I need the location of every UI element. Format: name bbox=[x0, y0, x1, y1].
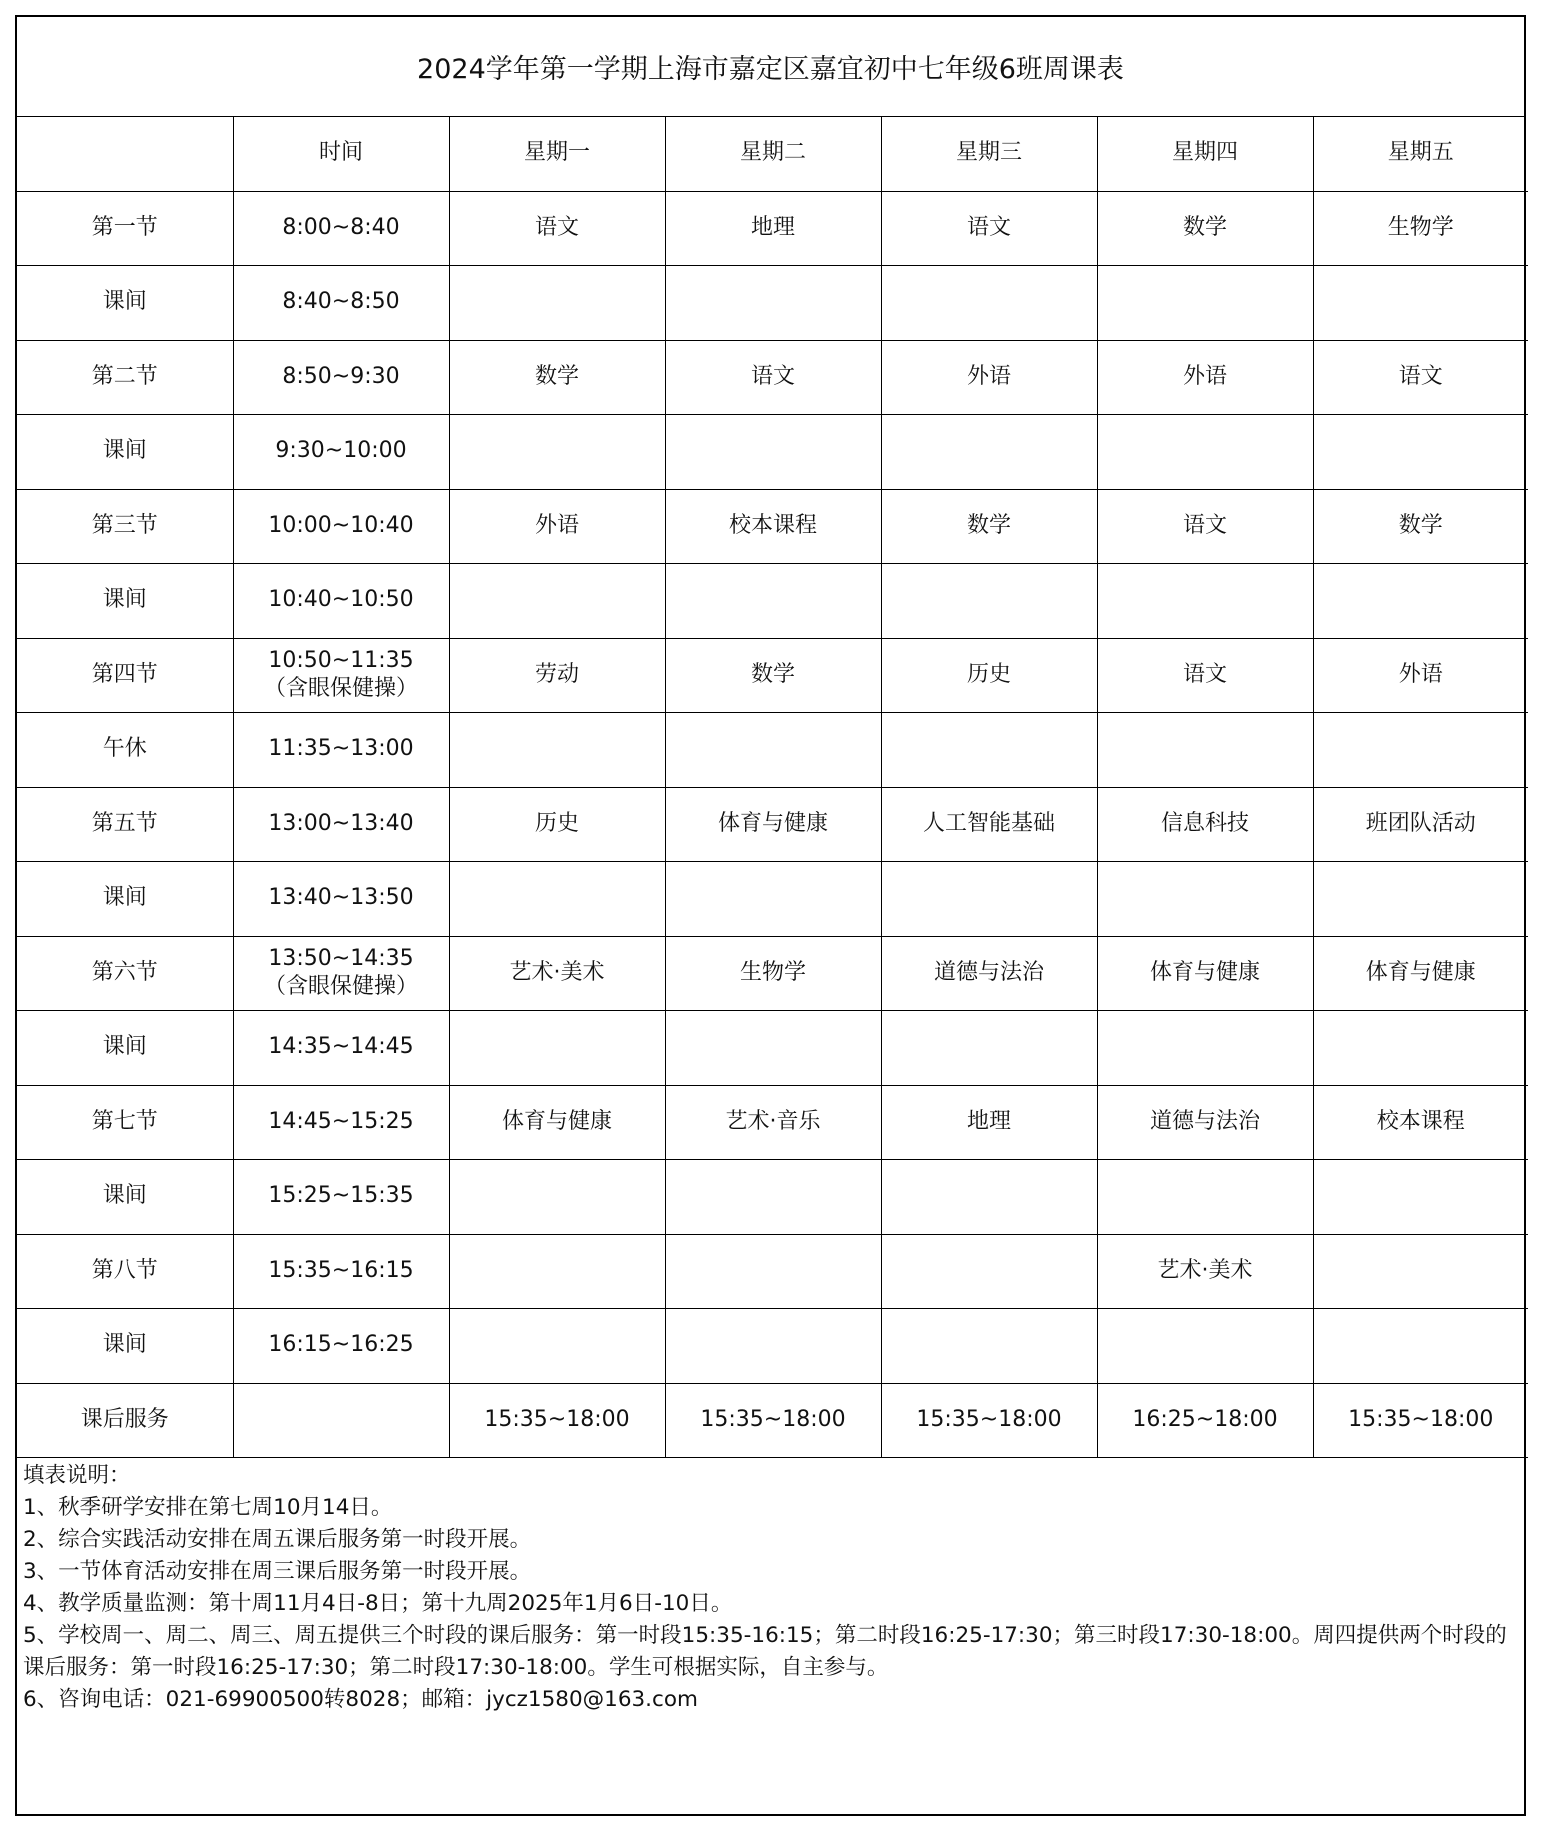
subject-cell: 外语 bbox=[1097, 340, 1313, 415]
table-row bbox=[17, 266, 1528, 341]
subject-cell bbox=[881, 415, 1097, 490]
subject-cell bbox=[449, 1011, 665, 1086]
period-cell: 午休 bbox=[17, 713, 233, 788]
table-row bbox=[17, 1309, 1528, 1384]
subject-cell bbox=[881, 1160, 1097, 1235]
period-cell: 课间 bbox=[17, 862, 233, 937]
subject-cell: 体育与健康 bbox=[449, 1085, 665, 1160]
subject-cell bbox=[1097, 713, 1313, 788]
subject-cell: 地理 bbox=[881, 1085, 1097, 1160]
note-item: 2、综合实践活动安排在周五课后服务第一时段开展。 bbox=[23, 1527, 532, 1552]
subject-cell: 外语 bbox=[449, 489, 665, 564]
subject-cell: 语文 bbox=[881, 191, 1097, 266]
time-cell bbox=[233, 787, 449, 862]
time-cell bbox=[233, 489, 449, 564]
notes-heading: 填表说明： bbox=[23, 1463, 131, 1488]
period-cell: 第六节 bbox=[17, 936, 233, 1011]
subject-cell bbox=[881, 1309, 1097, 1384]
subject-cell: 生物学 bbox=[1313, 191, 1528, 266]
time-cell bbox=[233, 936, 449, 1011]
header-cell-friday: 星期五 bbox=[1313, 117, 1528, 191]
subject-cell bbox=[665, 1309, 881, 1384]
header-cell-thursday: 星期四 bbox=[1097, 117, 1313, 191]
subject-cell bbox=[1313, 564, 1528, 639]
subject-cell: 体育与健康 bbox=[1097, 936, 1313, 1011]
time-cell bbox=[233, 1011, 449, 1086]
subject-cell: 信息科技 bbox=[1097, 787, 1313, 862]
note-item: 4、教学质量监测：第十周11月4日-8日；第十九周2025年1月6日-10日。 bbox=[23, 1591, 733, 1616]
time-cell bbox=[233, 1234, 449, 1309]
subject-cell bbox=[1313, 1011, 1528, 1086]
note-item: 3、一节体育活动安排在周三课后服务第一时段开展。 bbox=[23, 1559, 532, 1584]
subject-cell bbox=[881, 1011, 1097, 1086]
subject-cell bbox=[1097, 1160, 1313, 1235]
time-range: 13:50~14:35 bbox=[268, 945, 414, 971]
header-cell-time: 时间 bbox=[233, 117, 449, 191]
subject-cell bbox=[449, 1234, 665, 1309]
subject-cell bbox=[1313, 266, 1528, 341]
subject-cell: 15:35~18:00 bbox=[1313, 1383, 1528, 1458]
subject-cell bbox=[881, 1234, 1097, 1309]
subject-cell: 班团队活动 bbox=[1313, 787, 1528, 862]
time-range: 9:30~10:00 bbox=[275, 438, 407, 464]
subject-cell bbox=[449, 266, 665, 341]
subject-cell: 数学 bbox=[665, 638, 881, 713]
subject-cell bbox=[665, 862, 881, 937]
table-row bbox=[17, 1383, 1528, 1458]
subject-cell: 外语 bbox=[1313, 638, 1528, 713]
period-cell: 第五节 bbox=[17, 787, 233, 862]
note-item: 6、咨询电话：021-69900500转8028；邮箱：jycz1580@163.com bbox=[23, 1687, 698, 1712]
time-range: 8:40~8:50 bbox=[282, 289, 400, 315]
period-cell: 第七节 bbox=[17, 1085, 233, 1160]
subject-cell bbox=[881, 564, 1097, 639]
subject-cell: 语文 bbox=[449, 191, 665, 266]
table-row bbox=[17, 638, 1528, 713]
period-cell: 课后服务 bbox=[17, 1383, 233, 1458]
time-cell bbox=[233, 1309, 449, 1384]
subject-cell: 数学 bbox=[1313, 489, 1528, 564]
period-cell: 课间 bbox=[17, 266, 233, 341]
time-note: （含眼保健操） bbox=[263, 974, 418, 1000]
subject-cell bbox=[449, 415, 665, 490]
subject-cell: 历史 bbox=[881, 638, 1097, 713]
time-note: （含眼保健操） bbox=[263, 676, 418, 702]
schedule-body bbox=[17, 117, 1528, 1458]
time-cell bbox=[233, 415, 449, 490]
time-cell bbox=[233, 564, 449, 639]
subject-cell: 地理 bbox=[665, 191, 881, 266]
subject-cell bbox=[1097, 862, 1313, 937]
table-row bbox=[17, 191, 1528, 266]
subject-cell bbox=[665, 1160, 881, 1235]
header-row bbox=[17, 117, 1528, 191]
period-cell: 第八节 bbox=[17, 1234, 233, 1309]
subject-cell bbox=[1097, 266, 1313, 341]
subject-cell: 道德与法治 bbox=[881, 936, 1097, 1011]
note-item: 1、秋季研学安排在第七周10月14日。 bbox=[23, 1495, 393, 1520]
subject-cell: 校本课程 bbox=[665, 489, 881, 564]
time-range: 8:00~8:40 bbox=[282, 214, 400, 240]
time-cell bbox=[233, 1085, 449, 1160]
time-cell bbox=[233, 340, 449, 415]
subject-cell: 道德与法治 bbox=[1097, 1085, 1313, 1160]
page-title: 2024学年第一学期上海市嘉定区嘉宜初中七年级6班周课表 bbox=[17, 17, 1524, 117]
subject-cell bbox=[665, 713, 881, 788]
subject-cell: 体育与健康 bbox=[1313, 936, 1528, 1011]
time-range: 13:40~13:50 bbox=[268, 885, 414, 911]
schedule-table bbox=[17, 117, 1528, 1458]
subject-cell: 艺术·音乐 bbox=[665, 1085, 881, 1160]
time-cell bbox=[233, 1383, 449, 1458]
period-cell: 第四节 bbox=[17, 638, 233, 713]
period-cell: 第一节 bbox=[17, 191, 233, 266]
subject-cell: 数学 bbox=[881, 489, 1097, 564]
time-cell bbox=[233, 638, 449, 713]
subject-cell bbox=[1313, 415, 1528, 490]
time-cell bbox=[233, 713, 449, 788]
time-range: 10:50~11:35 bbox=[268, 647, 414, 673]
subject-cell: 16:25~18:00 bbox=[1097, 1383, 1313, 1458]
subject-cell bbox=[1313, 1234, 1528, 1309]
subject-cell: 劳动 bbox=[449, 638, 665, 713]
subject-cell: 15:35~18:00 bbox=[881, 1383, 1097, 1458]
time-range: 8:50~9:30 bbox=[282, 363, 400, 389]
time-range: 16:15~16:25 bbox=[268, 1332, 414, 1358]
time-range: 15:25~15:35 bbox=[268, 1183, 414, 1209]
table-row bbox=[17, 564, 1528, 639]
time-range: 11:35~13:00 bbox=[268, 736, 414, 762]
table-row bbox=[17, 1011, 1528, 1086]
time-cell bbox=[233, 1160, 449, 1235]
table-row bbox=[17, 713, 1528, 788]
subject-cell bbox=[665, 1234, 881, 1309]
subject-cell bbox=[1313, 862, 1528, 937]
period-cell: 课间 bbox=[17, 564, 233, 639]
subject-cell: 15:35~18:00 bbox=[449, 1383, 665, 1458]
time-range: 10:00~10:40 bbox=[268, 512, 414, 538]
time-cell bbox=[233, 266, 449, 341]
time-range: 13:00~13:40 bbox=[268, 810, 414, 836]
period-cell: 第三节 bbox=[17, 489, 233, 564]
time-range: 15:35~16:15 bbox=[268, 1257, 414, 1283]
subject-cell bbox=[1313, 1160, 1528, 1235]
subject-cell bbox=[1097, 1309, 1313, 1384]
subject-cell bbox=[881, 266, 1097, 341]
subject-cell bbox=[449, 1160, 665, 1235]
table-row bbox=[17, 1160, 1528, 1235]
subject-cell bbox=[449, 564, 665, 639]
note-item: 5、学校周一、周二、周三、周五提供三个时段的课后服务：第一时段15:35-16:15；第二时段16:25-17:30；第三时段17:30-18:00。周四提供两个时段的课后服务：第一时段16:25-17:30；第二时段17:30-18:00。学生可根据实际，自主参与。 bbox=[23, 1623, 1507, 1680]
subject-cell: 艺术·美术 bbox=[1097, 1234, 1313, 1309]
subject-cell: 语文 bbox=[1097, 638, 1313, 713]
period-cell: 课间 bbox=[17, 1011, 233, 1086]
subject-cell: 生物学 bbox=[665, 936, 881, 1011]
time-range: 14:35~14:45 bbox=[268, 1034, 414, 1060]
subject-cell: 数学 bbox=[1097, 191, 1313, 266]
subject-cell bbox=[1313, 1309, 1528, 1384]
schedule-sheet bbox=[15, 15, 1526, 1816]
table-row bbox=[17, 1085, 1528, 1160]
time-cell bbox=[233, 191, 449, 266]
subject-cell bbox=[449, 862, 665, 937]
time-range: 14:45~15:25 bbox=[268, 1108, 414, 1134]
subject-cell: 校本课程 bbox=[1313, 1085, 1528, 1160]
period-cell: 课间 bbox=[17, 1309, 233, 1384]
subject-cell bbox=[1097, 415, 1313, 490]
header-cell-wednesday: 星期三 bbox=[881, 117, 1097, 191]
subject-cell: 数学 bbox=[449, 340, 665, 415]
time-range: 10:40~10:50 bbox=[268, 587, 414, 613]
subject-cell bbox=[881, 862, 1097, 937]
subject-cell: 人工智能基础 bbox=[881, 787, 1097, 862]
table-row bbox=[17, 862, 1528, 937]
time-cell bbox=[233, 862, 449, 937]
header-cell-monday: 星期一 bbox=[449, 117, 665, 191]
subject-cell: 语文 bbox=[665, 340, 881, 415]
table-row bbox=[17, 936, 1528, 1011]
notes-section bbox=[17, 1458, 1524, 1716]
subject-cell: 15:35~18:00 bbox=[665, 1383, 881, 1458]
subject-cell: 语文 bbox=[1313, 340, 1528, 415]
subject-cell bbox=[449, 713, 665, 788]
table-row bbox=[17, 1234, 1528, 1309]
header-cell-corner bbox=[17, 117, 233, 191]
subject-cell: 历史 bbox=[449, 787, 665, 862]
period-cell: 课间 bbox=[17, 415, 233, 490]
subject-cell: 语文 bbox=[1097, 489, 1313, 564]
period-cell: 课间 bbox=[17, 1160, 233, 1235]
subject-cell: 外语 bbox=[881, 340, 1097, 415]
table-row bbox=[17, 415, 1528, 490]
subject-cell bbox=[665, 1011, 881, 1086]
subject-cell bbox=[665, 564, 881, 639]
header-cell-tuesday: 星期二 bbox=[665, 117, 881, 191]
subject-cell bbox=[665, 415, 881, 490]
period-cell: 第二节 bbox=[17, 340, 233, 415]
subject-cell bbox=[1097, 564, 1313, 639]
subject-cell bbox=[449, 1309, 665, 1384]
subject-cell bbox=[665, 266, 881, 341]
table-row bbox=[17, 787, 1528, 862]
table-row bbox=[17, 340, 1528, 415]
table-row bbox=[17, 489, 1528, 564]
subject-cell: 体育与健康 bbox=[665, 787, 881, 862]
subject-cell bbox=[881, 713, 1097, 788]
subject-cell: 艺术·美术 bbox=[449, 936, 665, 1011]
subject-cell bbox=[1097, 1011, 1313, 1086]
subject-cell bbox=[1313, 713, 1528, 788]
